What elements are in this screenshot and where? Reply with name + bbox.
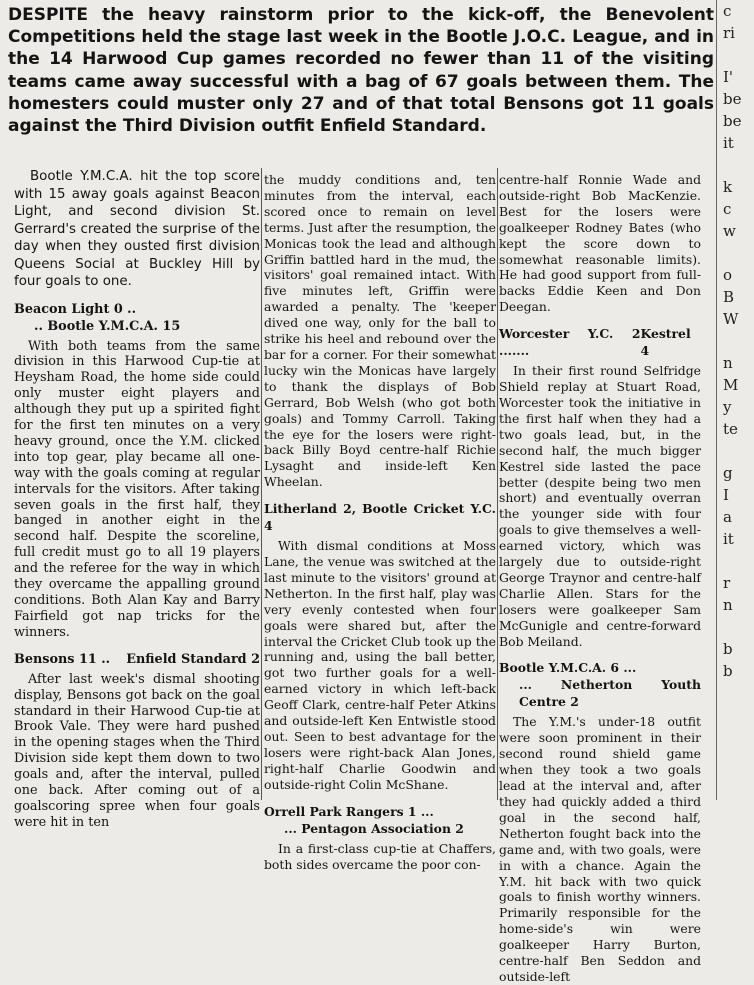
- match-heading: [499, 659, 701, 710]
- edge-fragment: n: [723, 596, 733, 614]
- edge-fragment: [723, 44, 754, 66]
- edge-fragment: b: [723, 640, 733, 658]
- column-rule: [261, 168, 262, 800]
- edge-fragment: y: [723, 398, 732, 416]
- edge-fragment: M: [723, 376, 739, 394]
- edge-fragment: I: [723, 486, 729, 504]
- heading-away: Kestrel 4: [640, 326, 691, 359]
- edge-fragment: [723, 616, 754, 638]
- heading-away: Enfield Standard 2: [126, 651, 260, 667]
- edge-fragment: [723, 330, 754, 352]
- edge-fragment: [723, 242, 754, 264]
- column-2: [264, 172, 496, 872]
- edge-fragment: c: [723, 2, 732, 20]
- heading-home: Bootle Y.M.C.A. 6 ...: [499, 660, 637, 676]
- edge-fragment: ri: [723, 24, 735, 42]
- edge-fragment: c: [723, 200, 732, 218]
- edge-fragment: b: [723, 662, 733, 680]
- column-1: [14, 168, 260, 830]
- edge-fragment: W: [723, 310, 739, 328]
- report-paragraph: centre-half Ronnie Wade and outside-right Bob MacKenzie. Best for the losers were goalkeeper Rodney Bates (who kept the score down to somewhat reasonable limits). He had good support from full-backs Eddie Keen and Don Deegan.: [499, 172, 701, 315]
- edge-fragment: w: [723, 222, 736, 240]
- heading-home: Beacon Light 0 ..: [14, 301, 137, 317]
- heading-home: Bensons 11 ..: [14, 651, 111, 667]
- edge-fragment: be: [723, 112, 742, 130]
- edge-fragment: te: [723, 420, 738, 438]
- edge-fragment: a: [723, 508, 732, 526]
- heading-away: ... Pentagon Association 2: [284, 820, 464, 836]
- match-heading: [499, 325, 701, 359]
- lead-paragraph: DESPITE the heavy rainstorm prior to the kick-off, the Benevolent Competitions held the stage last week in the Bootle J.O.C. League, and in the 14 Harwood Cup games recorded no fewer than 11 of the visiting teams came away successful with a bag of 67 goals between them. The homesters could muster only 27 and of that total Bensons got 11 goals against the Third Division outfit Enfield Standard.: [8, 5, 714, 137]
- heading-text: Litherland 2, Bootle Cricket Y.C. 4: [264, 501, 496, 534]
- report-paragraph: With dismal conditions at Moss Lane, the venue was switched at the last minute to the visitors' ground at Netherton. In the first half, play was very evenly contested when four goals were shared but, after the interval the Cricket Club took up the running and, using the ball better, got two further goals for a well-earned victory in which left-back Geoff Clark, centre-half Peter Atkins and outside-left Ken Entwistle stood out. Seen to best advantage for the losers were right-back Alan Jones, right-half Charlie Goodwin and outside-right Colin McShane.: [264, 538, 496, 792]
- edge-fragment: B: [723, 288, 735, 306]
- edge-fragment: I': [723, 68, 734, 86]
- match-heading: [14, 301, 260, 335]
- report-paragraph: The Y.M.'s under-18 outfit were soon prominent in their second round shield game when they took a two goals lead at the interval and, after they had quickly added a third goal in the second half, Netherton fought back into the game and, with two goals, were in with a chance. Again the Y.M. hit back with two quick goals to finish worthy winners. Primarily responsible for the home-side's win were goalkeeper Harry Burton, centre-half Ben Seddon and outside-left: [499, 714, 701, 984]
- edge-fragment: r: [723, 574, 731, 592]
- edge-fragment: g: [723, 464, 733, 482]
- edge-fragment: [723, 154, 754, 176]
- edge-fragment: o: [723, 266, 733, 284]
- column-rule: [497, 168, 498, 800]
- match-heading: [14, 651, 260, 668]
- match-heading: [264, 803, 496, 837]
- edge-fragment: it: [723, 134, 734, 152]
- report-paragraph: After last week's dismal shooting display, Bensons got back on the goal standard in their Harwood Cup-tie at Brook Vale. They were hard pushed in the opening stages when the Third Division side kept them down to two goals and, after the interval, pulled one back. After coming out of a goalscoring spree when four goals were hit in ten: [14, 671, 260, 830]
- intro-paragraph: Bootle Y.M.C.A. hit the top score with 15 away goals against Beacon Light, and second division St. Gerrard's created the surprise of the day when they ousted first division Queens Social at Buckley Hill by four goals to one.: [14, 169, 260, 289]
- match-heading: [264, 500, 496, 534]
- edge-fragment: [723, 550, 754, 572]
- report-paragraph: In a first-class cup-tie at Chaffers, both sides overcame the poor con-: [264, 840, 496, 872]
- report-paragraph: With both teams from the same division in this Harwood Cup-tie at Heysham Road, the home side could only muster eight players and although they put up a spirited fight for the first ten minutes on a very heavy ground, once the Y.M. clicked into top gear, play became all one-way with the goals coming at regular intervals for the visitors. After taking seven goals in the first half, they banged in another eight in the second half. Despite the scoreline, full credit must go to all 19 players and the referee for the way in which they overcame the appalling ground conditions. Both Alan Kay and Barry Fairfield got nap tricks for the winners.: [14, 338, 260, 640]
- heading-home: Worcester Y.C. 2 .......: [499, 326, 641, 359]
- heading-away: ... Netherton Youth Centre 2: [519, 677, 701, 710]
- heading-home: Orrell Park Rangers 1 ...: [264, 803, 434, 819]
- report-paragraph: In their first round Selfridge Shield replay at Stuart Road, Worcester took the initiative in the first half when they had a two goals lead, but, in the second half, the much bigger Kestrel side lasted the pace better (despite being two men short) and eventually overran the younger side with four goals to give themselves a well-earned victory, which was largely due to outside-right George Traynor and centre-half Charlie Allen. Stars for the losers were goalkeeper Sam McGunigle and centre-forward Bob Meiland.: [499, 363, 701, 649]
- adjacent-column-fragment: [716, 0, 754, 800]
- edge-fragment: it: [723, 530, 734, 548]
- edge-fragment: be: [723, 90, 742, 108]
- edge-fragment: [723, 440, 754, 462]
- column-3: [499, 172, 701, 984]
- report-paragraph: the muddy conditions and, ten minutes from the interval, each scored once to remain on level terms. Just after the resumption, the Monicas took the lead and although Griffin battled hard in the mud, the visitors' goal remained intact. With five minutes left, Griffin were awarded a penalty. The 'keeper dived one way, only for the ball to strike his heel and rebound over the bar for a corner. For their somewhat lucky win the Monicas have largely to thank the displays of Bob Gerrard, Bob Welsh (who got both goals) and Tommy Carroll. Taking the eye for the losers were right-back Billy Boyd centre-half Richie Lysaght and inside-left Ken Wheelan.: [264, 172, 496, 490]
- heading-away: .. Bootle Y.M.C.A. 15: [34, 318, 181, 334]
- edge-fragment: k: [723, 178, 733, 196]
- edge-fragment: n: [723, 354, 733, 372]
